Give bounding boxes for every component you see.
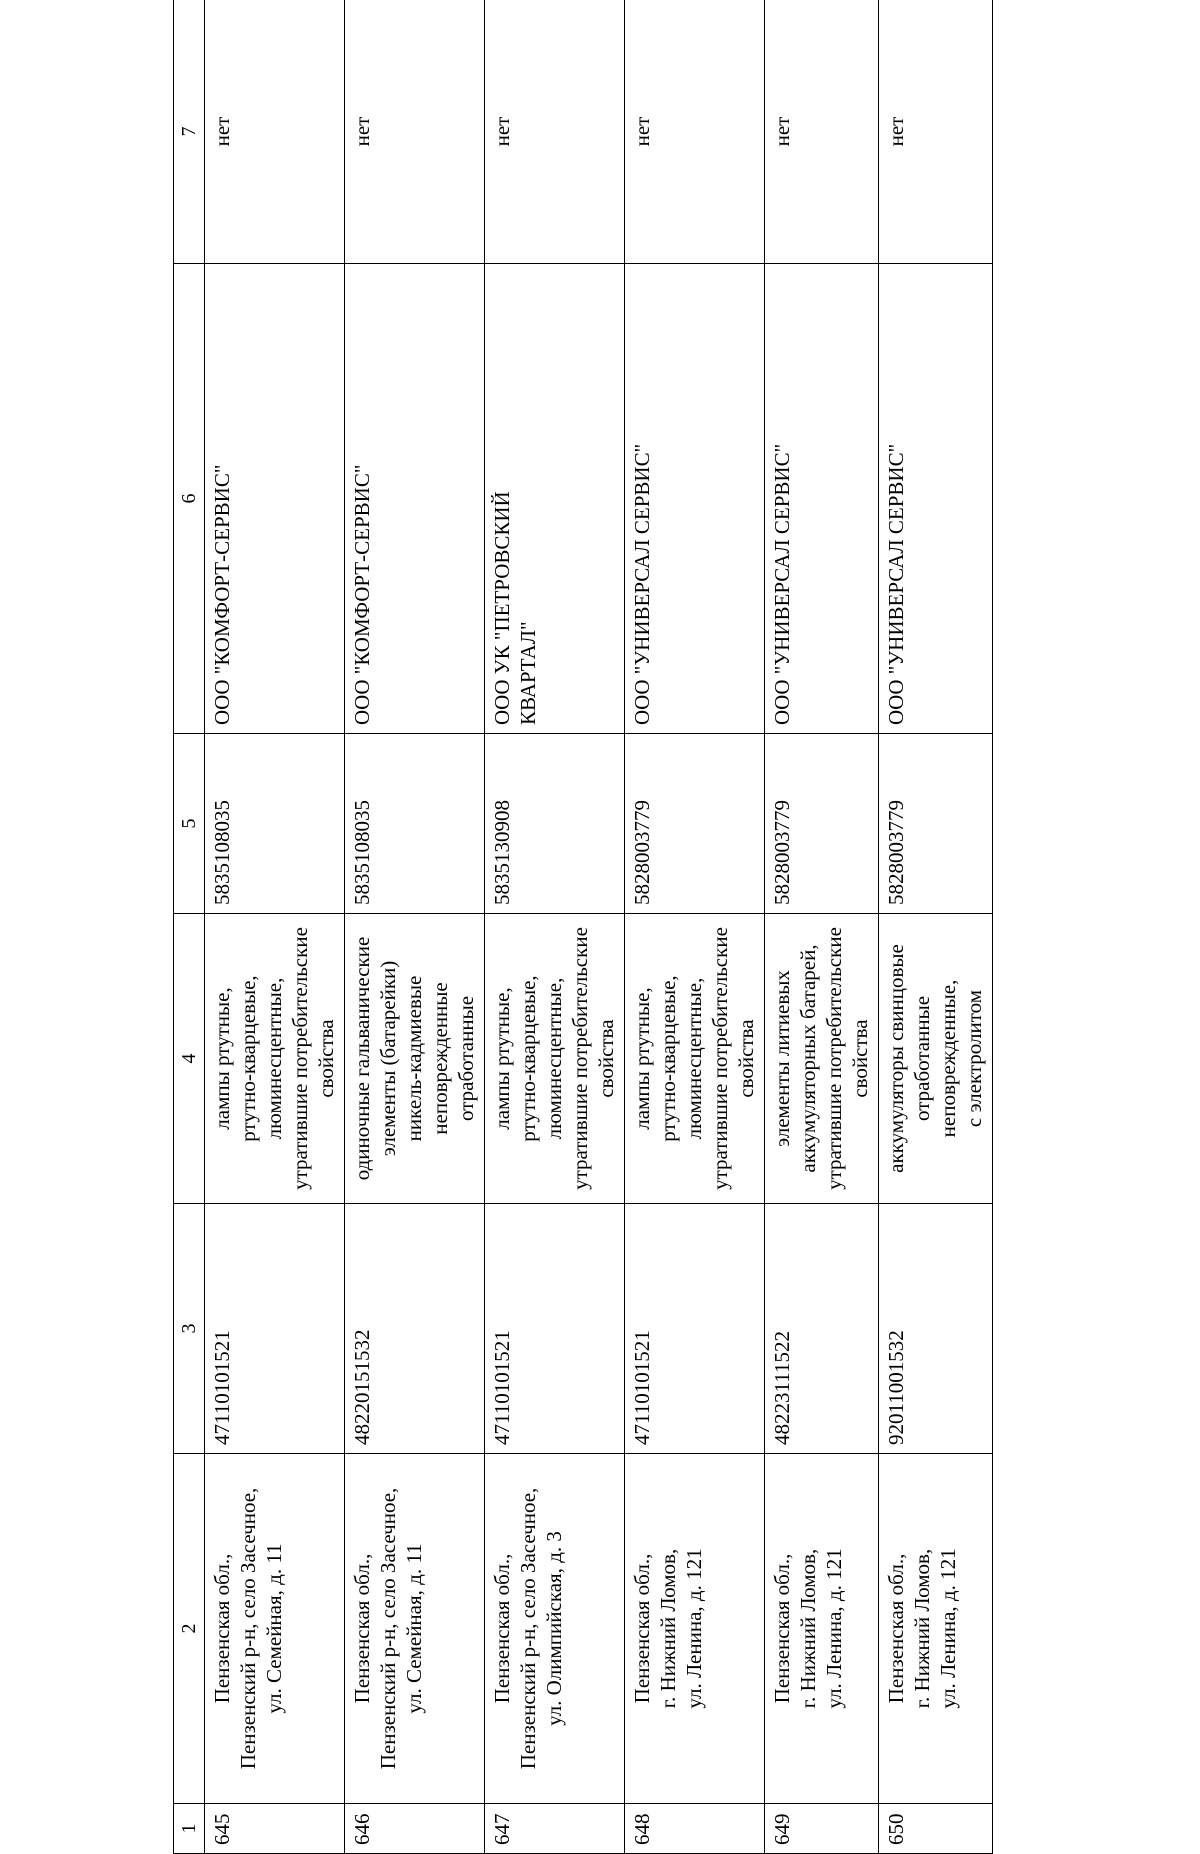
address-cell xyxy=(345,1454,485,1804)
waste-code-cell-content: 47110101521 xyxy=(490,1330,515,1445)
waste-name-cell-line: утратившие потребительские xyxy=(288,927,312,1190)
address-cell xyxy=(485,1454,625,1804)
header-col-1: 1 xyxy=(174,1804,205,1854)
organization-cell xyxy=(205,264,345,734)
address-cell-content xyxy=(489,1462,567,1795)
waste-registry-table xyxy=(173,0,993,1854)
row-number-cell xyxy=(625,1804,765,1854)
row-number-cell xyxy=(765,1804,879,1854)
organization-cell xyxy=(879,264,993,734)
note-cell xyxy=(879,0,993,264)
inn-cell xyxy=(485,734,625,914)
organization-cell-line: ООО "КОМФОРТ-СЕРВИС" xyxy=(210,464,234,725)
inn-cell xyxy=(765,734,879,914)
waste-code-cell xyxy=(765,1204,879,1454)
address-cell-content xyxy=(769,1462,847,1795)
organization-cell-content xyxy=(769,272,795,725)
address-cell-line: г. Нижний Ломов, xyxy=(910,1548,935,1709)
header-col-2: 2 xyxy=(174,1454,205,1804)
waste-name-cell-line: свойства xyxy=(594,1019,619,1098)
waste-name-cell-line: утратившие потребительские xyxy=(568,927,593,1190)
rotated-table-container xyxy=(173,0,993,1854)
table-body xyxy=(205,0,993,1854)
organization-cell xyxy=(345,264,485,734)
header-row xyxy=(174,0,205,1854)
table-row xyxy=(879,0,993,1854)
waste-name-cell xyxy=(765,914,879,1204)
row-number-cell xyxy=(879,1804,993,1854)
waste-name-cell-line: ртутно-кварцевые, xyxy=(516,975,541,1142)
address-cell-line: г. Нижний Ломов, xyxy=(656,1548,681,1709)
waste-code-cell-content: 92011001532 xyxy=(884,1330,909,1445)
waste-code-cell xyxy=(345,1204,485,1454)
table-row xyxy=(205,0,345,1854)
header-col-4: 4 xyxy=(174,914,205,1204)
address-cell-line: ул. Ленина, д. 121 xyxy=(822,1548,847,1709)
address-cell-line: ул. Ленина, д. 121 xyxy=(682,1548,707,1709)
waste-code-cell xyxy=(625,1204,765,1454)
address-cell xyxy=(879,1454,993,1804)
waste-name-cell-line: неповрежденные, xyxy=(936,979,961,1138)
row-number-cell-content: 648 xyxy=(630,1813,655,1845)
organization-cell-line: ООО УК "ПЕТРОВСКИЙ xyxy=(490,491,515,725)
address-cell-content xyxy=(629,1462,707,1795)
waste-name-cell-content xyxy=(209,922,339,1195)
waste-name-cell-line: неповрежденные xyxy=(428,982,453,1135)
note-cell xyxy=(345,0,485,264)
waste-name-cell-line: элементы (батарейки) xyxy=(376,960,401,1157)
organization-cell-line: КВАРТАЛ" xyxy=(516,621,541,725)
waste-name-cell-line: люминесцентные, xyxy=(262,977,286,1140)
organization-cell-content xyxy=(209,272,235,725)
row-number-cell-content: 645 xyxy=(210,1813,234,1845)
waste-code-cell xyxy=(879,1204,993,1454)
header-col-3: 3 xyxy=(174,1204,205,1454)
address-cell-line: Пензенская обл., xyxy=(490,1553,515,1704)
waste-name-cell-content xyxy=(629,922,759,1195)
waste-name-cell-line: утратившие потребительские xyxy=(708,927,733,1190)
inn-cell-content: 5835108035 xyxy=(210,800,234,905)
inn-cell-content: 5835108035 xyxy=(350,800,375,905)
note-cell-content: нет xyxy=(210,116,234,147)
inn-cell xyxy=(625,734,765,914)
note-cell xyxy=(205,0,345,264)
note-cell-content: нет xyxy=(770,116,795,147)
waste-name-cell-line: люминесцентные, xyxy=(542,977,567,1140)
waste-code-cell-content: 48220151532 xyxy=(350,1329,375,1445)
note-cell xyxy=(765,0,879,264)
waste-name-cell xyxy=(625,914,765,1204)
address-cell-line: ул. Семейная, д. 11 xyxy=(262,1543,286,1714)
address-cell-content xyxy=(883,1462,961,1795)
organization-cell xyxy=(485,264,625,734)
address-cell-line: г. Нижний Ломов, xyxy=(796,1548,821,1709)
organization-cell-line: ООО "УНИВЕРСАЛ СЕРВИС" xyxy=(770,443,795,725)
address-cell-content xyxy=(349,1462,427,1795)
header-col-5: 5 xyxy=(174,734,205,914)
waste-name-cell-content xyxy=(769,922,873,1195)
row-number-cell xyxy=(205,1804,345,1854)
table-row xyxy=(625,0,765,1854)
organization-cell-line: ООО "КОМФОРТ-СЕРВИС" xyxy=(350,464,375,725)
address-cell-line: Пензенский р-н, село Засечное, xyxy=(516,1487,541,1770)
address-cell-content xyxy=(209,1462,287,1795)
waste-code-cell xyxy=(205,1204,345,1454)
header-col-7: 7 xyxy=(174,0,205,264)
note-cell-content: нет xyxy=(884,116,909,147)
address-cell xyxy=(625,1454,765,1804)
waste-name-cell-line: аккумуляторы свинцовые xyxy=(884,944,909,1173)
organization-cell-line: ООО "УНИВЕРСАЛ СЕРВИС" xyxy=(630,443,655,725)
organization-cell-line: ООО "УНИВЕРСАЛ СЕРВИС" xyxy=(884,443,909,725)
inn-cell-content: 5828003779 xyxy=(884,800,909,905)
address-cell-line: Пензенская обл., xyxy=(630,1553,655,1704)
address-cell xyxy=(765,1454,879,1804)
address-cell-line: ул. Ленина, д. 121 xyxy=(936,1548,961,1709)
waste-name-cell-line: элементы литиевых xyxy=(770,970,795,1147)
inn-cell-content: 5828003779 xyxy=(770,800,795,905)
address-cell-line: Пензенская обл., xyxy=(210,1553,234,1704)
waste-name-cell-content xyxy=(883,922,987,1195)
inn-cell-content: 5828003779 xyxy=(630,800,655,905)
row-number-cell xyxy=(345,1804,485,1854)
organization-cell-content xyxy=(349,272,375,725)
waste-name-cell-line: отработанные xyxy=(454,995,479,1122)
waste-name-cell-line: отработанные xyxy=(910,995,935,1122)
waste-code-cell xyxy=(485,1204,625,1454)
waste-name-cell-line: утратившие потребительские xyxy=(822,927,847,1190)
table-row xyxy=(485,0,625,1854)
note-cell xyxy=(625,0,765,264)
waste-name-cell-line: никель-кадмиевые xyxy=(402,975,427,1142)
waste-name-cell-line: свойства xyxy=(314,1019,338,1098)
waste-code-cell-content: 47110101521 xyxy=(630,1330,655,1445)
waste-code-cell-content: 47110101521 xyxy=(210,1330,234,1445)
row-number-cell-content: 649 xyxy=(770,1813,795,1845)
organization-cell-content xyxy=(489,272,541,725)
waste-name-cell-line: свойства xyxy=(848,1019,873,1098)
organization-cell xyxy=(765,264,879,734)
address-cell-line: Пензенская обл., xyxy=(884,1553,909,1704)
waste-name-cell-line: лампы ртутные, xyxy=(490,987,515,1130)
address-cell-line: ул. Семейная, д. 11 xyxy=(402,1543,427,1714)
address-cell-line: ул. Олимпийская, д. 3 xyxy=(542,1531,567,1726)
note-cell xyxy=(485,0,625,264)
waste-name-cell-line: лампы ртутные, xyxy=(630,987,655,1130)
waste-name-cell-content xyxy=(349,922,479,1195)
waste-name-cell xyxy=(879,914,993,1204)
inn-cell xyxy=(205,734,345,914)
address-cell-line: Пензенский р-н, село Засечное, xyxy=(236,1487,260,1770)
organization-cell-content xyxy=(629,272,655,725)
waste-name-cell xyxy=(345,914,485,1204)
waste-name-cell-line: с электролитом xyxy=(962,989,987,1128)
waste-name-cell-line: аккумуляторных батарей, xyxy=(796,944,821,1173)
waste-name-cell-line: лампы ртутные, xyxy=(210,987,234,1130)
inn-cell xyxy=(879,734,993,914)
waste-name-cell-line: одиночные гальванические xyxy=(350,936,375,1181)
header-col-6: 6 xyxy=(174,264,205,734)
address-cell-line: Пензенская обл., xyxy=(350,1553,375,1704)
address-cell-line: Пензенский р-н, село Засечное, xyxy=(376,1487,401,1770)
table-row xyxy=(765,0,879,1854)
note-cell-content: нет xyxy=(490,116,515,147)
waste-name-cell-content xyxy=(489,922,619,1195)
organization-cell-content xyxy=(883,272,909,725)
address-cell-line: Пензенская обл., xyxy=(770,1553,795,1704)
waste-name-cell-line: свойства xyxy=(734,1019,759,1098)
inn-cell-content: 5835130908 xyxy=(490,800,515,905)
waste-name-cell xyxy=(205,914,345,1204)
note-cell-content: нет xyxy=(630,116,655,147)
row-number-cell-content: 647 xyxy=(490,1813,515,1845)
note-cell-content: нет xyxy=(350,116,375,147)
organization-cell xyxy=(625,264,765,734)
row-number-cell-content: 650 xyxy=(884,1813,909,1845)
waste-name-cell-line: люминесцентные, xyxy=(682,977,707,1140)
row-number-cell xyxy=(485,1804,625,1854)
table-row xyxy=(345,0,485,1854)
waste-name-cell-line: ртутно-кварцевые, xyxy=(656,975,681,1142)
waste-code-cell-content: 48223111522 xyxy=(770,1331,795,1445)
waste-name-cell-line: ртутно-кварцевые, xyxy=(236,975,260,1142)
inn-cell xyxy=(345,734,485,914)
waste-name-cell xyxy=(485,914,625,1204)
address-cell xyxy=(205,1454,345,1804)
row-number-cell-content: 646 xyxy=(350,1813,375,1845)
